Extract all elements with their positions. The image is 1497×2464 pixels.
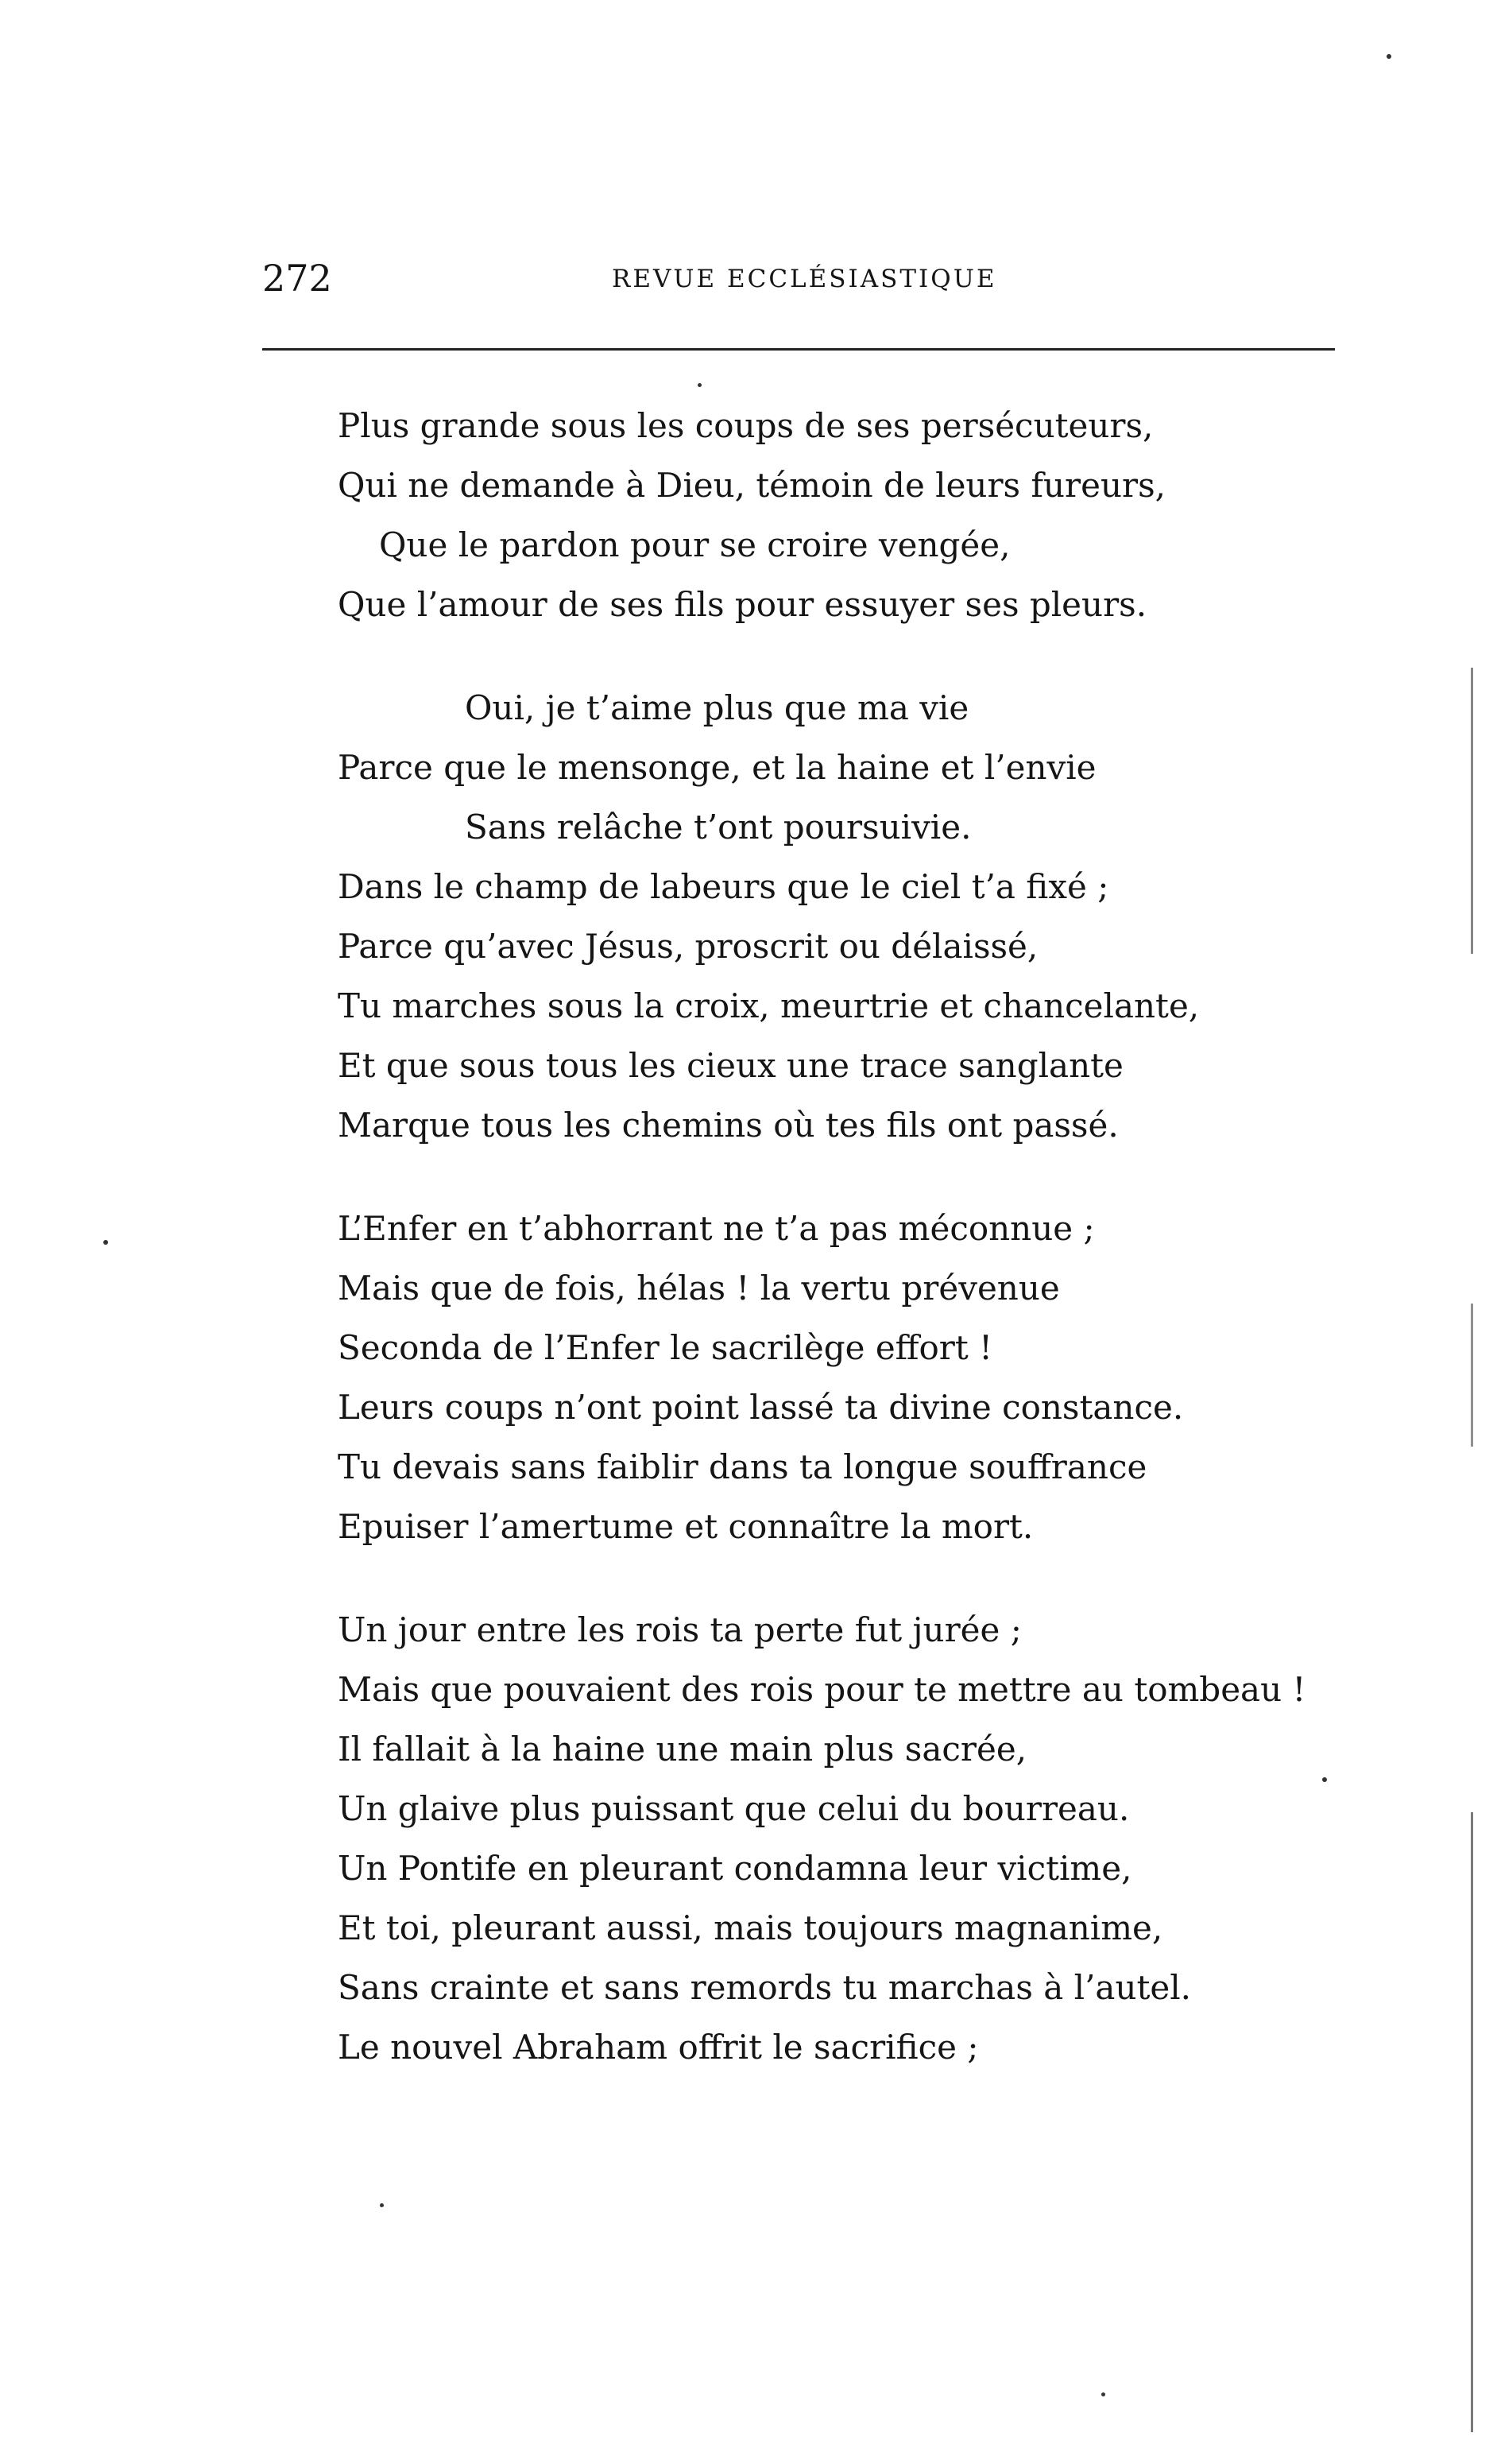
poem bbox=[338, 396, 1371, 2121]
verse-line: Qui ne demande à Dieu, témoin de leurs fureurs, bbox=[338, 466, 1166, 505]
verse-line: Epuiser l’amertume et connaître la mort. bbox=[338, 1507, 1034, 1546]
verse-line: Parce qu’avec Jésus, proscrit ou délaissé, bbox=[338, 927, 1039, 966]
verse-line: Il fallait à la haine une main plus sacrée, bbox=[338, 1730, 1027, 1769]
ink-speck bbox=[698, 383, 702, 387]
verse-line: Leurs coups n’ont point lassé ta divine constance. bbox=[338, 1388, 1184, 1427]
stanza bbox=[338, 678, 1371, 1155]
ink-speck bbox=[1101, 2392, 1105, 2396]
verse-line: Que l’amour de ses fils pour essuyer ses pleurs. bbox=[338, 585, 1147, 624]
verse-line: Et que sous tous les cieux une trace sanglante bbox=[338, 1046, 1124, 1085]
verse-line: Oui, je t’aime plus que ma vie bbox=[465, 688, 969, 727]
verse-line: L’Enfer en t’abhorrant ne t’a pas méconnue ; bbox=[338, 1209, 1095, 1248]
stanza bbox=[338, 396, 1371, 634]
verse-line: Tu marches sous la croix, meurtrie et chancelante, bbox=[338, 986, 1200, 1025]
binding-edge-mark bbox=[1471, 668, 1473, 954]
verse-line: Sans relâche t’ont poursuivie. bbox=[465, 808, 972, 847]
verse-line: Un jour entre les rois ta perte fut jurée ; bbox=[338, 1610, 1022, 1649]
verse-line: Parce que le mensonge, et la haine et l’envie bbox=[338, 748, 1097, 787]
verse-line: Marque tous les chemins où tes fils ont passé. bbox=[338, 1106, 1119, 1145]
running-head bbox=[262, 254, 1335, 302]
journal-title: REVUE ECCLÉSIASTIQUE bbox=[612, 265, 997, 293]
binding-edge-mark bbox=[1471, 1812, 1473, 2432]
verse-line: Dans le champ de labeurs que le ciel t’a fixé ; bbox=[338, 867, 1109, 906]
page-number: 272 bbox=[262, 257, 332, 300]
verse-line: Le nouvel Abraham offrit le sacrifice ; bbox=[338, 2028, 979, 2067]
verse-line: Et toi, pleurant aussi, mais toujours magnanime, bbox=[338, 1908, 1163, 1947]
verse-line: Un glaive plus puissant que celui du bourreau. bbox=[338, 1789, 1130, 1828]
verse-line: Mais que pouvaient des rois pour te mettre au tombeau ! bbox=[338, 1670, 1306, 1709]
verse-line: Plus grande sous les coups de ses persécuteurs, bbox=[338, 406, 1154, 445]
verse-line: Mais que de fois, hélas ! la vertu prévenue bbox=[338, 1269, 1060, 1308]
ink-speck bbox=[103, 1240, 108, 1245]
stanza bbox=[338, 1600, 1371, 2077]
verse-line: Seconda de l’Enfer le sacrilège effort ! bbox=[338, 1328, 992, 1367]
verse-line: Sans crainte et sans remords tu marchas à l’autel. bbox=[338, 1968, 1192, 2007]
verse-line: Que le pardon pour se croire vengée, bbox=[379, 525, 1011, 564]
ink-speck bbox=[1387, 54, 1391, 59]
stanza bbox=[338, 1199, 1371, 1556]
ink-speck bbox=[380, 2203, 384, 2207]
verse-line: Un Pontife en pleurant condamna leur victime, bbox=[338, 1849, 1132, 1888]
ink-speck bbox=[1322, 1777, 1327, 1782]
header-rule bbox=[262, 348, 1335, 351]
verse-line: Tu devais sans faiblir dans ta longue souffrance bbox=[338, 1447, 1147, 1486]
binding-edge-mark bbox=[1471, 1304, 1473, 1447]
